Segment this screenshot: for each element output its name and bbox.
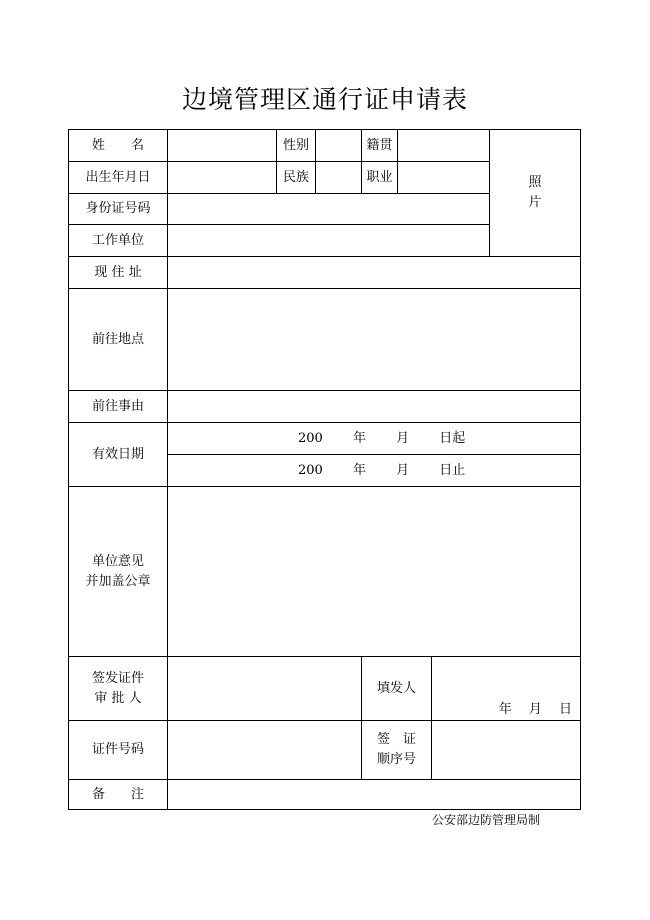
name-label: 姓 名 — [69, 130, 168, 162]
photo-label-line2: 片 — [528, 195, 542, 210]
validity-label: 有效日期 — [69, 423, 168, 487]
issue-date-text: 年 月 日 — [498, 702, 573, 717]
native-place-label: 籍贯 — [362, 130, 398, 162]
id-number-field[interactable] — [168, 194, 490, 225]
destination-label: 前往地点 — [69, 289, 168, 391]
address-field[interactable] — [168, 257, 581, 289]
remarks-field[interactable] — [168, 780, 581, 810]
validity-from-text: 200 年 月 日起 — [298, 430, 466, 446]
unit-opinion-label — [69, 487, 168, 657]
approver-field[interactable] — [168, 657, 362, 721]
form-title: 边境管理区通行证申请表 — [181, 85, 468, 114]
validity-to-text: 200 年 月 日止 — [298, 462, 466, 478]
work-unit-field[interactable] — [168, 225, 490, 257]
unit-opinion-line2: 并加盖公章 — [85, 573, 151, 589]
gender-label: 性别 — [277, 130, 316, 162]
occupation-label: 职业 — [362, 162, 398, 194]
validity-from-field[interactable] — [168, 423, 581, 455]
photo-box[interactable] — [490, 130, 581, 257]
approver-line1: 签发证件 — [91, 670, 144, 686]
ethnicity-label: 民族 — [277, 162, 316, 194]
reason-label: 前往事由 — [69, 391, 168, 423]
birth-date-field[interactable] — [168, 162, 277, 194]
birth-date-label: 出生年月日 — [69, 162, 168, 194]
name-field[interactable] — [168, 130, 277, 162]
cert-number-field[interactable] — [168, 721, 362, 780]
approver-label — [69, 657, 168, 721]
visa-seq-line2: 顺序号 — [377, 752, 417, 767]
id-number-label: 身份证号码 — [69, 194, 168, 225]
photo-label — [490, 173, 580, 213]
ethnicity-field[interactable] — [316, 162, 362, 194]
work-unit-label: 工作单位 — [69, 225, 168, 257]
issuing-authority: 公安部边防管理局制 — [432, 813, 541, 827]
issuer-label: 填发人 — [362, 657, 432, 721]
gender-field[interactable] — [316, 130, 362, 162]
unit-opinion-line1: 单位意见 — [91, 553, 144, 569]
validity-to-field[interactable] — [168, 455, 581, 487]
approver-line2: 审 批 人 — [94, 690, 142, 706]
photo-label-line1: 照 — [528, 175, 542, 190]
visa-seq-line1: 签 证 — [377, 732, 417, 747]
cert-number-label: 证件号码 — [69, 721, 168, 780]
remarks-label: 备 注 — [69, 780, 168, 810]
application-form-table — [68, 129, 581, 810]
reason-field[interactable] — [168, 391, 581, 423]
visa-seq-label — [362, 721, 432, 780]
issuer-field[interactable] — [432, 657, 581, 721]
visa-seq-field[interactable] — [432, 721, 581, 780]
occupation-field[interactable] — [398, 162, 490, 194]
address-label: 现 住 址 — [69, 257, 168, 289]
unit-opinion-field[interactable] — [168, 487, 581, 657]
destination-field[interactable] — [168, 289, 581, 391]
native-place-field[interactable] — [398, 130, 490, 162]
